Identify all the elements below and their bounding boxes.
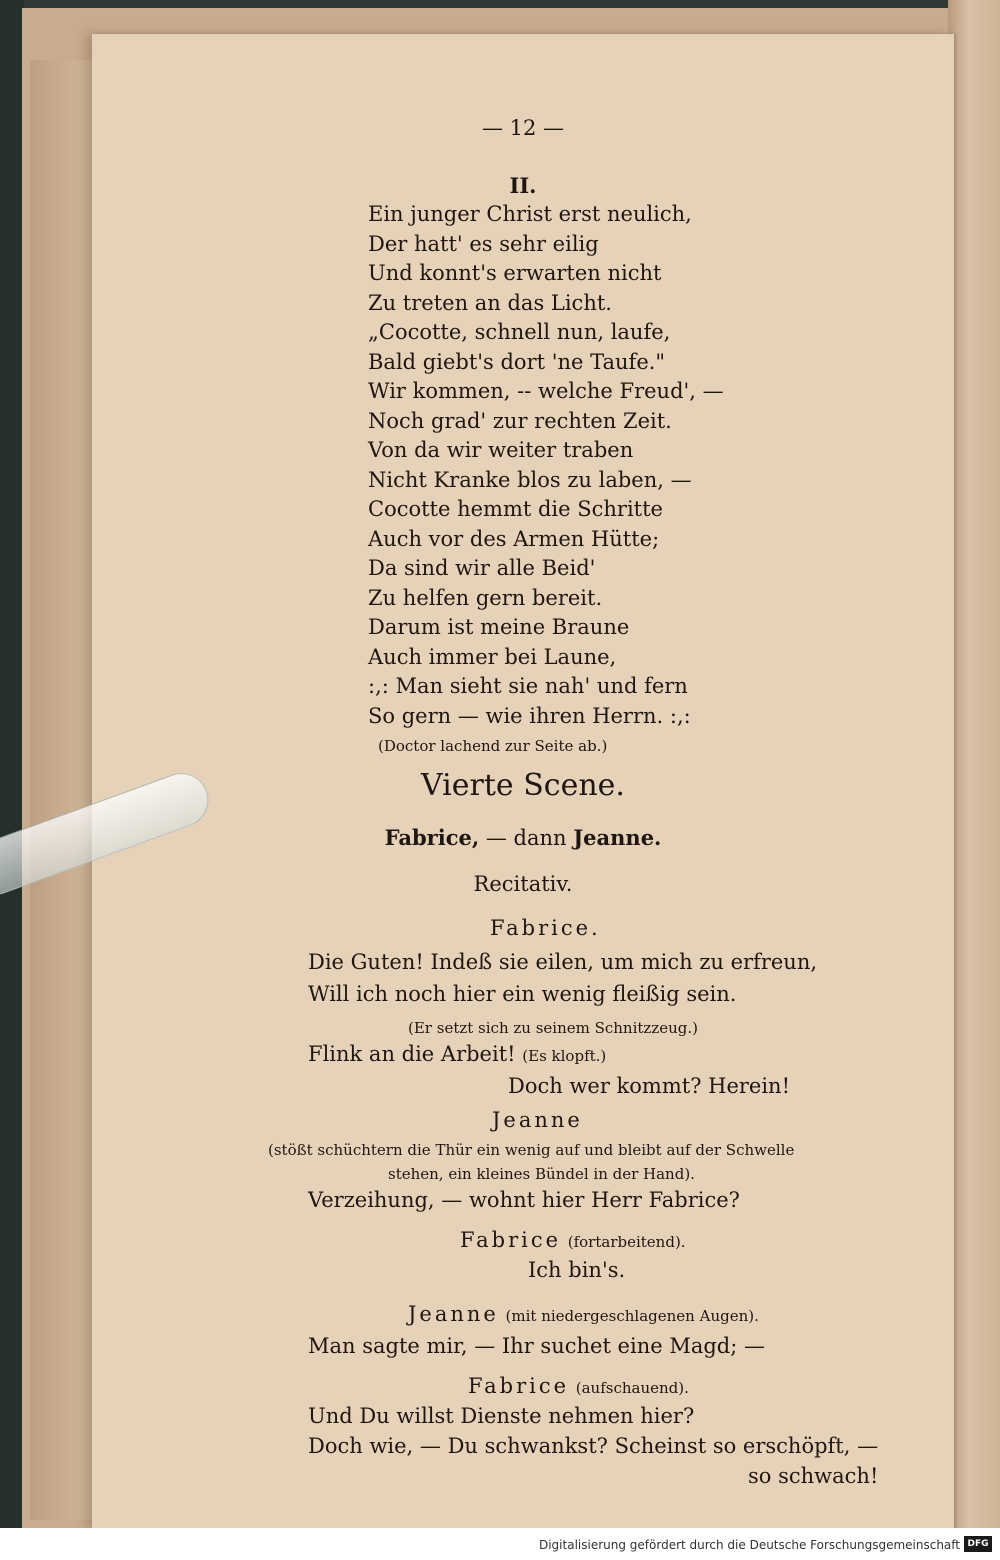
page-stack-edge	[30, 60, 96, 1520]
page-number: — 12 —	[481, 116, 565, 140]
verse-line: Da sind wir alle Beid'	[368, 556, 596, 580]
dialogue-line	[308, 1040, 606, 1070]
cast-connector: — dann	[485, 826, 567, 850]
dialogue-line: Verzeihung, — wohnt hier Herr Fabrice?	[308, 1188, 740, 1212]
verse-line: Von da wir weiter traben	[368, 438, 634, 462]
verse-line: So gern — wie ihren Herrn. :,:	[368, 704, 691, 728]
facing-page-edge	[948, 0, 1000, 1528]
dialogue-line: Will ich noch hier ein wenig fleißig sein.	[308, 982, 737, 1006]
verse-line: Zu treten an das Licht.	[368, 291, 612, 315]
dfg-logo: DFG	[964, 1536, 992, 1552]
verse-line: Zu helfen gern bereit.	[368, 586, 603, 610]
verse-line: Ein junger Christ erst neulich,	[368, 202, 692, 226]
dialogue-line: so schwach!	[748, 1464, 879, 1488]
verse-line: Darum ist meine Braune	[368, 615, 630, 639]
dialogue-line: Doch wer kommt? Herein!	[508, 1074, 791, 1098]
verse-line: Auch immer bei Laune,	[368, 645, 617, 669]
dialogue-line: Man sagte mir, — Ihr suchet eine Magd; —	[308, 1334, 765, 1358]
speaker-name: Jeanne	[492, 1108, 583, 1132]
verse-line: „Cocotte, schnell nun, laufe,	[368, 320, 671, 344]
stanza-number: II.	[509, 173, 537, 198]
book-page	[92, 34, 954, 1528]
verse-line: Und konnt's erwarten nicht	[368, 261, 662, 285]
stage-direction: (mit niedergeschlagenen Augen).	[505, 1307, 759, 1325]
stage-direction: (Er setzt sich zu seinem Schnitzzeug.)	[408, 1019, 698, 1037]
cast-jeanne: Jeanne.	[573, 825, 662, 850]
stage-direction: (aufschauend).	[575, 1379, 689, 1397]
verse-line: Nicht Kranke blos zu laben, —	[368, 468, 692, 492]
scene-title: Vierte Scene.	[421, 768, 625, 803]
speaker-line	[408, 1300, 759, 1330]
stage-direction: (Doctor lachend zur Seite ab.)	[378, 737, 608, 755]
stage-direction: stehen, ein kleines Bündel in der Hand).	[388, 1165, 695, 1183]
speaker-name: Fabrice	[468, 1374, 570, 1398]
dialogue-text: Flink an die Arbeit!	[308, 1042, 516, 1066]
cast-fabrice: Fabrice,	[384, 825, 480, 850]
stage-direction: (stößt schüchtern die Thür ein wenig auf und bleibt auf der Schwelle	[268, 1141, 795, 1159]
recitativ-label: Recitativ.	[473, 872, 573, 896]
verse-line: Bald giebt's dort 'ne Taufe."	[368, 350, 666, 374]
scan-background	[0, 0, 24, 1560]
dialogue-line: Doch wie, — Du schwankst? Scheinst so erschöpft, —	[308, 1434, 879, 1458]
dialogue-line: Die Guten! Indeß sie eilen, um mich zu erfreun,	[308, 950, 818, 974]
footer-credit: Digitalisierung gefördert durch die Deutsche Forschungsgemeinschaft	[538, 1538, 960, 1552]
verse-line: :,: Man sieht sie nah' und fern	[368, 674, 688, 698]
verse-line: Auch vor des Armen Hütte;	[368, 527, 660, 551]
verse-line: Noch grad' zur rechten Zeit.	[368, 409, 672, 433]
verse-line: Cocotte hemmt die Schritte	[368, 497, 663, 521]
speaker-line	[460, 1226, 686, 1256]
stage-direction: (fortarbeitend).	[567, 1233, 686, 1251]
stage-direction: (Es klopft.)	[522, 1047, 607, 1065]
verse-line: Wir kommen, -- welche Freud', —	[368, 379, 724, 403]
verse-line: Der hatt' es sehr eilig	[368, 232, 599, 256]
speaker-line	[468, 1372, 689, 1402]
speaker-name: Fabrice.	[490, 916, 601, 940]
speaker-name: Fabrice	[460, 1228, 562, 1252]
dialogue-line: Ich bin's.	[528, 1258, 626, 1282]
dialogue-line: Und Du willst Dienste nehmen hier?	[308, 1404, 695, 1428]
speaker-name: Jeanne	[408, 1302, 499, 1326]
scene-cast	[92, 824, 954, 852]
